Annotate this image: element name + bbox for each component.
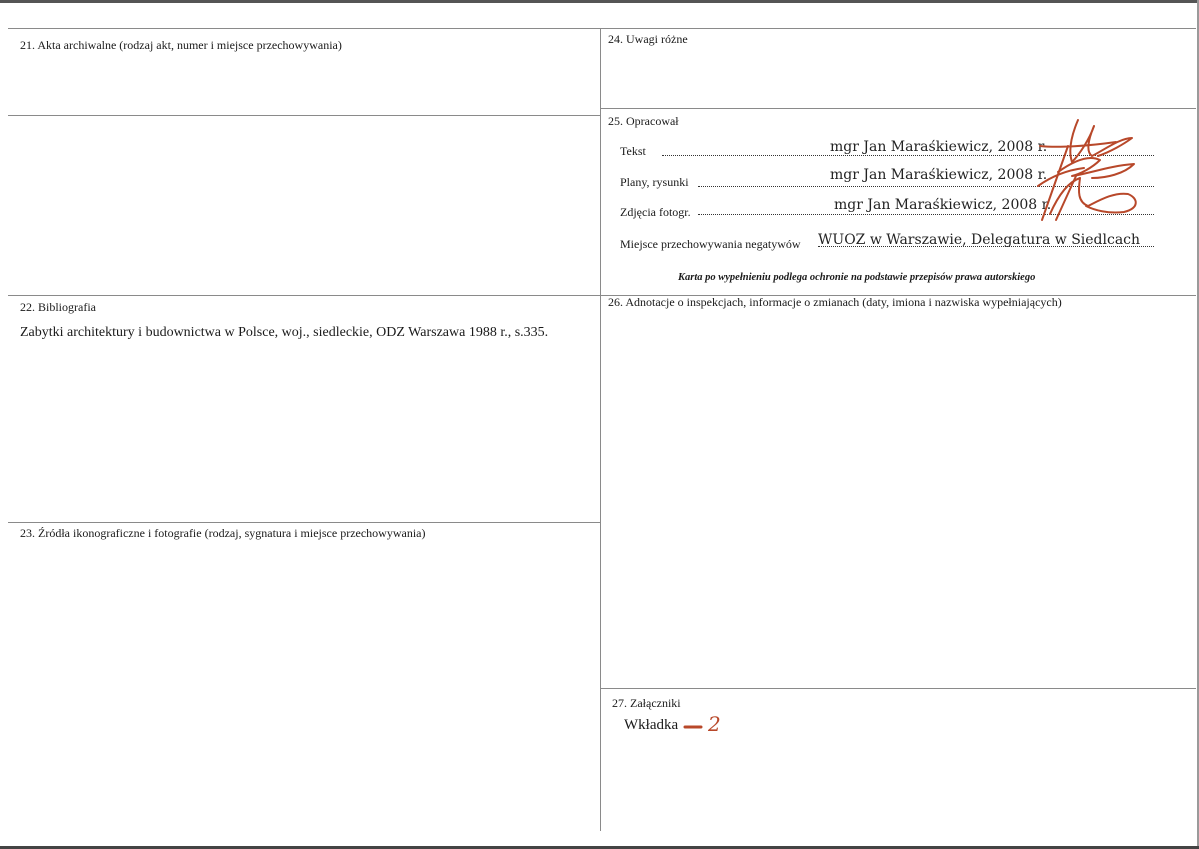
copyright-note: Karta po wypełnieniu podlega ochronie na podstawie przepisów prawa autorskiego (678, 272, 1036, 283)
row-negatives-value: WUOZ w Warszawie, Delegatura w Siedlcach (818, 232, 1141, 248)
rule-right-26-bottom (600, 688, 1196, 689)
bibliography-entry: Zabytki architektury i budownictwa w Polsce, woj., siedleckie, ODZ Warszawa 1988 r., s.335. (20, 325, 549, 340)
section-24-label: 24. Uwagi różne (608, 32, 688, 46)
rule-right-24-bottom (600, 108, 1196, 109)
attachment-insert-label: Wkładka (624, 717, 679, 733)
section-22-label: 22. Bibliografia (20, 300, 96, 314)
row-photos-label: Zdjęcia fotogr. (620, 205, 691, 219)
section-21-label: 21. Akta archiwalne (rodzaj akt, numer i miejsce przechowywania) (20, 38, 342, 52)
row-plans-value: mgr Jan Maraśkiewicz, 2008 r. (830, 167, 1048, 183)
section-27-label: 27. Załączniki (612, 696, 681, 710)
section-25-label: 25. Opracował (608, 114, 679, 128)
section-26-label: 26. Adnotacje o inspekcjach, informacje o zmianach (daty, imiona i nazwiska wypełniających) (608, 295, 1062, 309)
rule-left-22-bottom (8, 522, 600, 523)
row-photos-value: mgr Jan Maraśkiewicz, 2008 r. (834, 197, 1052, 213)
attachment-count: 2 (708, 712, 721, 736)
center-divider (600, 28, 601, 831)
handwritten-signature-icon (1028, 116, 1148, 224)
scan-edge-top (0, 0, 1199, 3)
row-text-value: mgr Jan Maraśkiewicz, 2008 r. (830, 139, 1048, 155)
top-rule (8, 28, 1196, 29)
section-23-label: 23. Źródła ikonograficzne i fotografie (rodzaj, sygnatura i miejsce przechowywania) (20, 526, 426, 540)
row-plans-label: Plany, rysunki (620, 175, 689, 189)
row-negatives-label: Miejsce przechowywania negatywów (620, 237, 801, 251)
row-text-label: Tekst (620, 144, 646, 158)
handwritten-dash-icon (684, 724, 702, 730)
rule-left-21-bottom (8, 115, 600, 116)
